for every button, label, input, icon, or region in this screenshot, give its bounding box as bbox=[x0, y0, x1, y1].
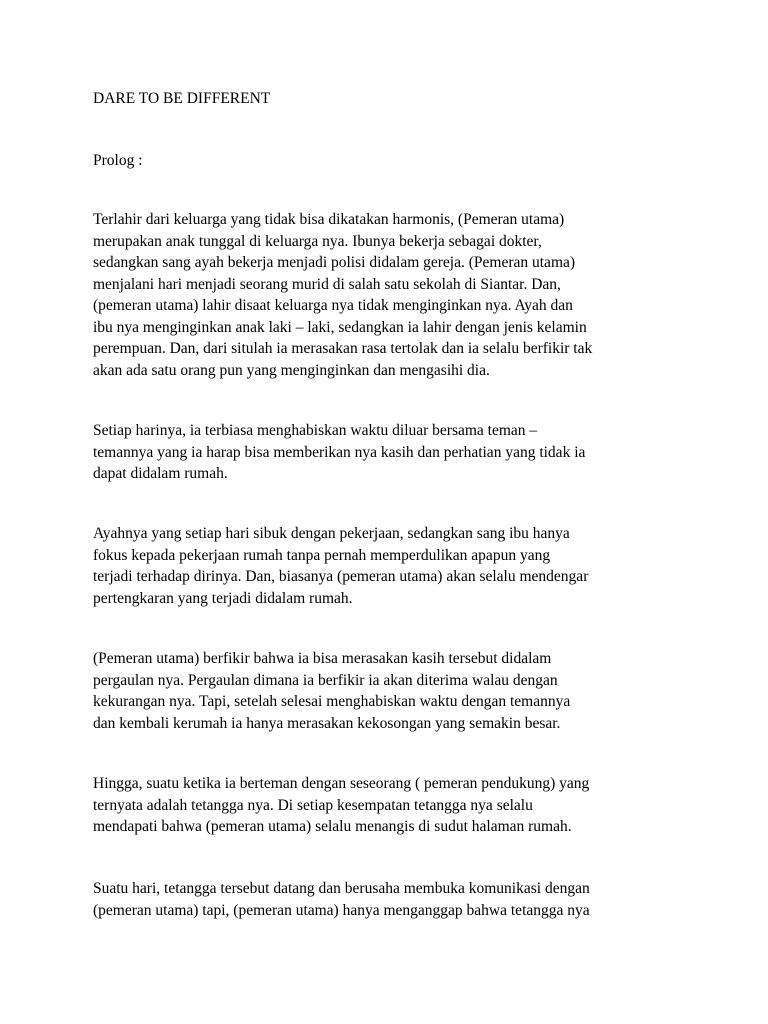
paragraph-line: menjalani hari menjadi seorang murid di salah satu sekolah di Siantar. Dan, bbox=[93, 275, 561, 293]
paragraph-line: merupakan anak tunggal di keluarga nya. Ibunya bekerja sebagai dokter, bbox=[93, 232, 542, 250]
paragraph-line: dapat didalam rumah. bbox=[93, 465, 228, 482]
paragraph-2 bbox=[93, 420, 683, 485]
paragraph-line: Setiap harinya, ia terbiasa menghabiskan waktu diluar bersama teman – bbox=[93, 422, 538, 439]
paragraph-line: dan kembali kerumah ia hanya merasakan kekosongan yang semakin besar. bbox=[93, 714, 561, 732]
paragraph-line: ibu nya menginginkan anak laki – laki, sedangkan ia lahir dengan jenis kelamin bbox=[93, 318, 587, 336]
paragraph-4 bbox=[93, 648, 683, 734]
paragraph-line: (pemeran utama) tapi, (pemeran utama) hanya menganggap bahwa tetangga nya bbox=[93, 901, 590, 919]
paragraph-1 bbox=[93, 209, 683, 381]
paragraph-line: (pemeran utama) lahir disaat keluarga nya tidak menginginkan nya. Ayah dan bbox=[93, 297, 573, 314]
paragraph-5 bbox=[93, 773, 683, 838]
paragraph-line: akan ada satu orang pun yang menginginkan dan mengasihi dia. bbox=[93, 361, 490, 379]
paragraph-line: terjadi terhadap dirinya. Dan, biasanya (pemeran utama) akan selalu mendengar bbox=[93, 568, 589, 585]
paragraph-line: sedangkan sang ayah bekerja menjadi polisi didalam gereja. (Pemeran utama) bbox=[93, 254, 576, 271]
paragraph-line: (Pemeran utama) berfikir bahwa ia bisa merasakan kasih tersebut didalam bbox=[93, 650, 552, 667]
section-heading-prolog: Prolog : bbox=[93, 152, 143, 169]
paragraph-line: mendapati bahwa (pemeran utama) selalu menangis di sudut halaman rumah. bbox=[93, 818, 572, 835]
paragraph-line: Ayahnya yang setiap hari sibuk dengan pekerjaan, sedangkan sang ibu hanya bbox=[93, 525, 570, 542]
paragraph-line: kekurangan nya. Tapi, setelah selesai menghabiskan waktu dengan temannya bbox=[93, 693, 571, 710]
paragraph-6 bbox=[93, 878, 683, 921]
paragraph-line: pergaulan nya. Pergaulan dimana ia berfikir ia akan diterima walau dengan bbox=[93, 671, 558, 689]
document-title: DARE TO BE DIFFERENT bbox=[93, 90, 271, 107]
paragraph-line: ternyata adalah tetangga nya. Di setiap kesempatan tetangga nya selalu bbox=[93, 796, 533, 814]
paragraph-line: perempuan. Dan, dari situlah ia merasakan rasa tertolak dan ia selalu berfikir tak bbox=[93, 340, 593, 357]
paragraph-line: Suatu hari, tetangga tersebut datang dan berusaha membuka komunikasi dengan bbox=[93, 880, 590, 897]
paragraph-line: Hingga, suatu ketika ia berteman dengan seseorang ( pemeran pendukung) yang bbox=[93, 775, 590, 792]
paragraph-line: Terlahir dari keluarga yang tidak bisa dikatakan harmonis, (Pemeran utama) bbox=[93, 211, 565, 228]
paragraph-3 bbox=[93, 523, 683, 609]
paragraph-line: pertengkaran yang terjadi didalam rumah. bbox=[93, 589, 353, 607]
paragraph-line: fokus kepada pekerjaan rumah tanpa pernah memperdulikan apapun yang bbox=[93, 546, 551, 564]
paragraph-line: temannya yang ia harap bisa memberikan nya kasih dan perhatian yang tidak ia bbox=[93, 443, 586, 461]
